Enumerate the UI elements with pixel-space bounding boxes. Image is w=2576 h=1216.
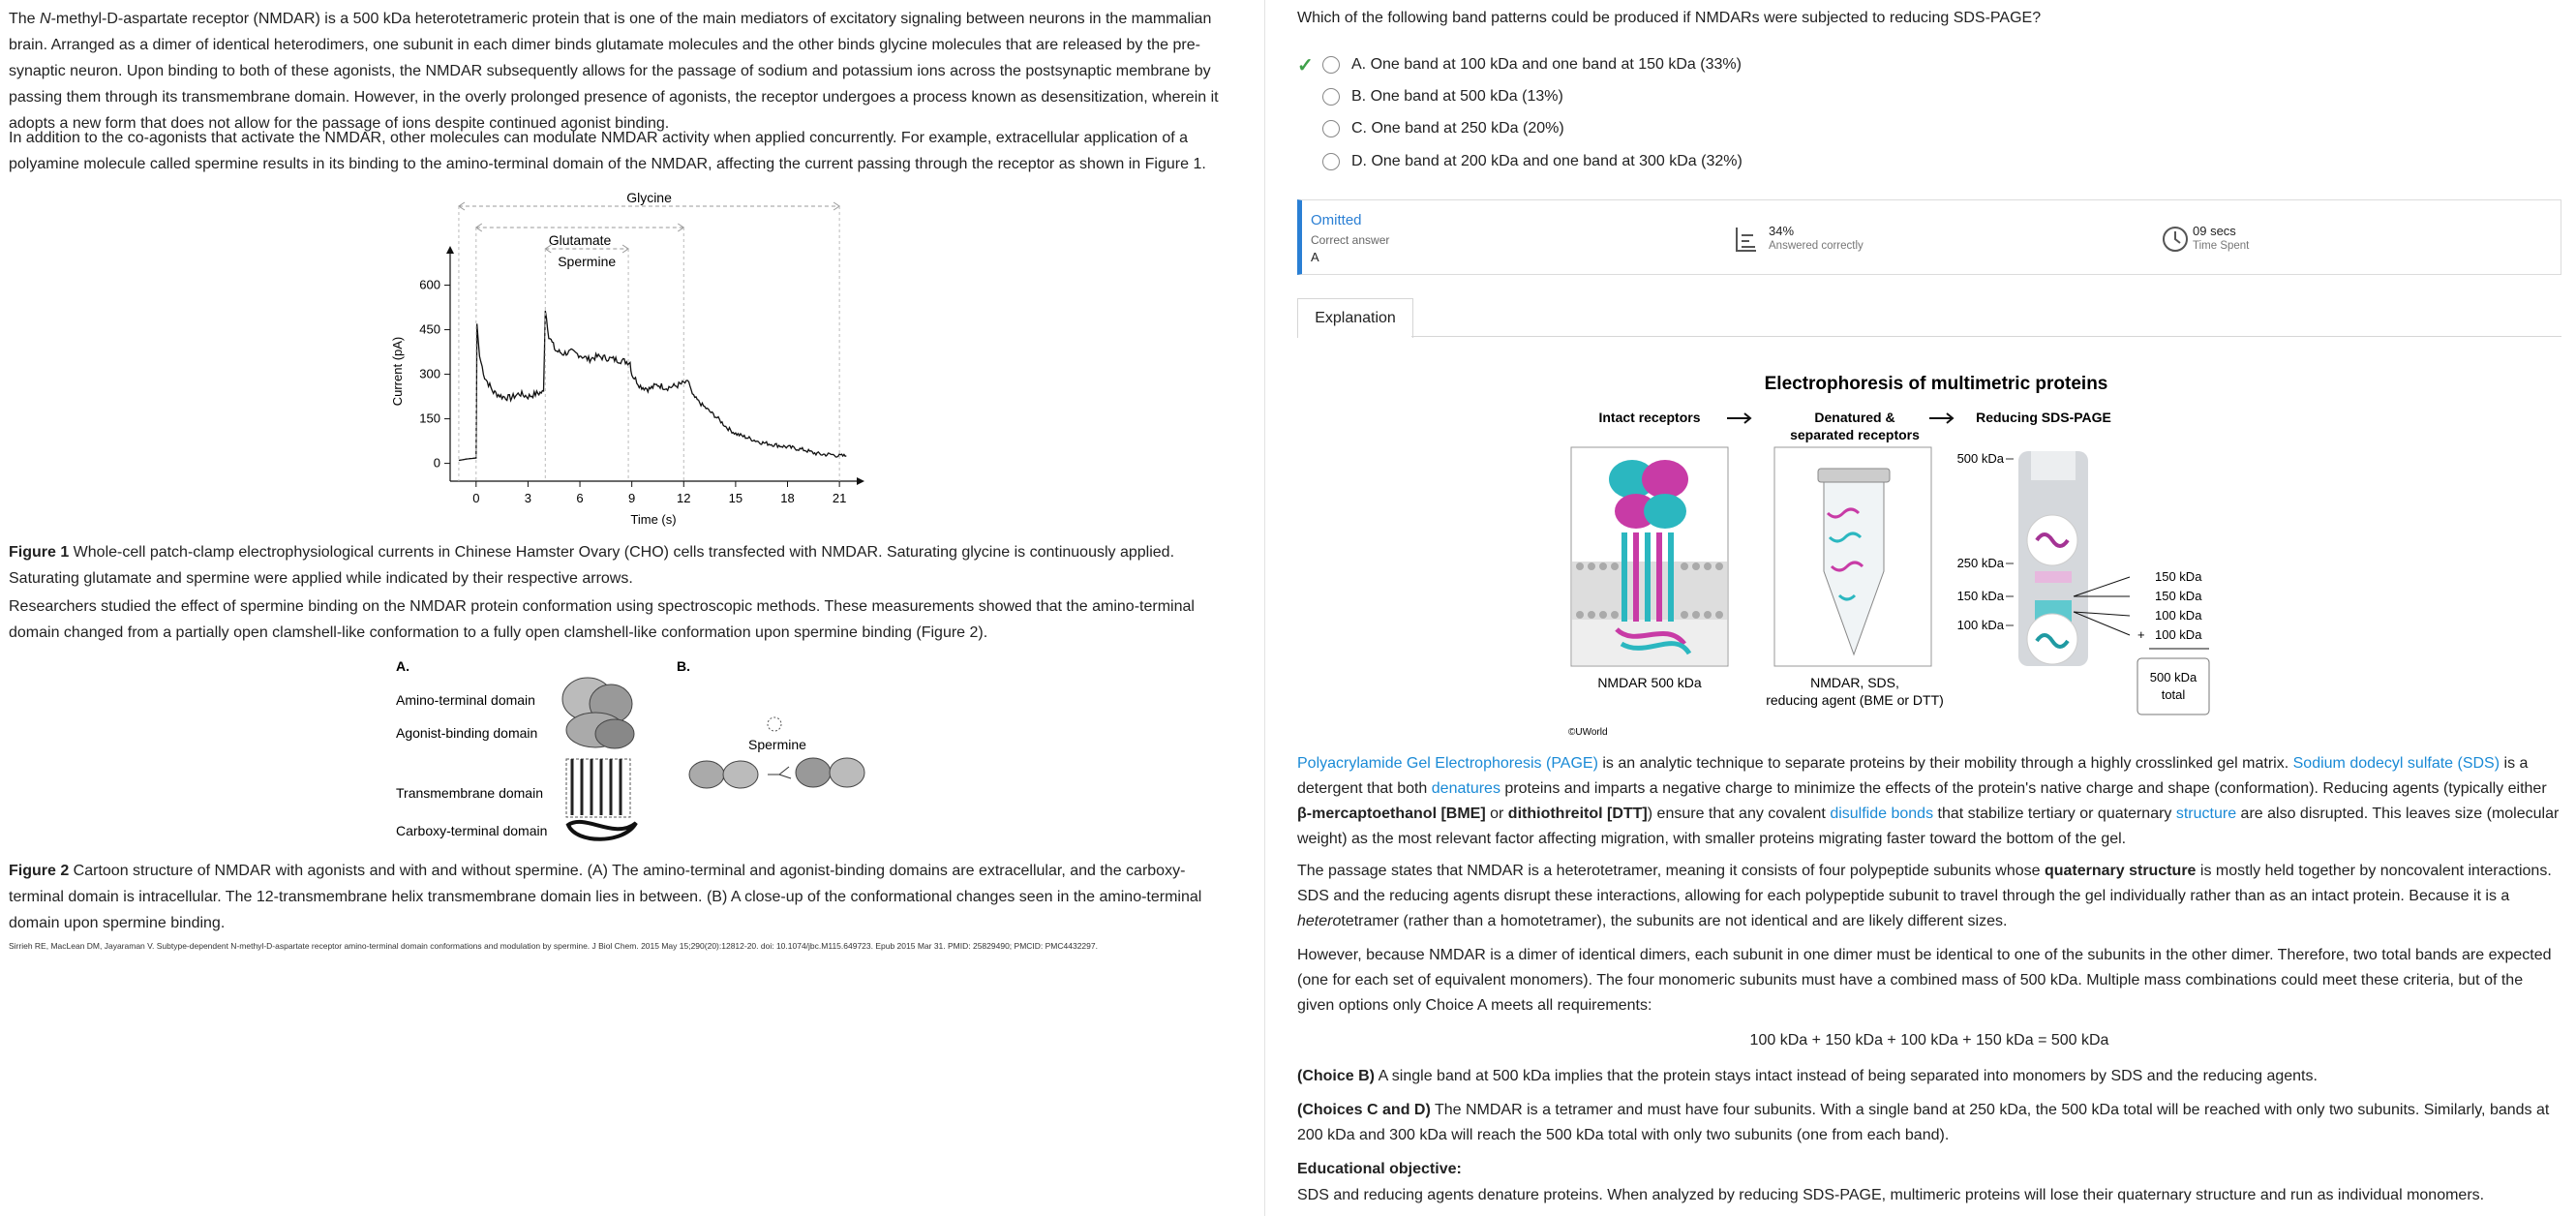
x-tick-label: 15 — [728, 491, 743, 505]
electrophoresis-figure — [1568, 368, 2304, 745]
passage-pane — [0, 0, 1263, 1216]
arrow-right-icon — [1727, 413, 1750, 423]
disulfide-link[interactable]: disulfide bonds — [1830, 806, 1934, 822]
svg-text:Intact receptors: Intact receptors — [1598, 410, 1701, 425]
y-tick-label: 150 — [419, 410, 440, 426]
tube-panel — [1774, 447, 1931, 666]
gel-panel — [2018, 451, 2088, 666]
arrow-icon — [768, 767, 791, 778]
choice-a[interactable]: ✓ A. One band at 100 kDa and one band at 150 kDa (33%) — [1297, 54, 1742, 76]
svg-text:NMDAR 500 kDa: NMDAR 500 kDa — [1597, 675, 1702, 690]
svg-text:500 kDa: 500 kDa — [2149, 670, 2197, 684]
figure-title: Electrophoresis of multimetric proteins — [1764, 374, 2108, 394]
clock-icon — [2162, 226, 2189, 253]
radio-button[interactable] — [1322, 56, 1340, 74]
svg-text:100 kDa: 100 kDa — [2155, 608, 2202, 623]
question-stem: Which of the following band patterns could be produced if NMDARs were subjected to reducing SDS-PAGE? — [1297, 10, 2042, 26]
correct-check-icon: ✓ — [1297, 54, 1314, 76]
choice-b-explanation: (Choice B) A single band at 500 kDa implies that the protein stays intact instead of being separated into monomers by SDS and the reducing agents. — [1297, 1068, 2318, 1084]
intact-receptor-panel — [1571, 447, 1728, 666]
omitted-status: Omitted — [1311, 212, 1362, 228]
denatures-link[interactable]: denatures — [1431, 780, 1500, 797]
choices-cd-explanation: (Choices C and D) The NMDAR is a tetramer and must have four subunits. With a single band at 250 kDa, the 500 kDa total will be reached with only two subunits. Similarly, bands at 200 kDa and 300 kDa will reach the 500 kDa total with only two subunits (one from each band). — [1297, 1102, 2550, 1143]
y-axis-label: Current (pA) — [390, 336, 405, 407]
figure-2-caption: Figure 2 Cartoon structure of NMDAR with agonists and with and without spermine. (A) The amino-terminal and agonist-binding domains are extracellular, and the carboxy-terminal domain is intracellular. The 12-transmembrane helix transmembrane domain lies in between. (B) A close-up of the conformational changes seen in the amino-terminal domain upon spermine binding. — [9, 863, 1202, 931]
spermine-molecule-icon — [768, 717, 781, 731]
passage-paragraph-3: Researchers studied the effect of spermine binding on the NMDAR protein conformation using spectroscopic methods. These measurements showed that the amino-terminal domain changed from a partially open clamshell-like conformation to a fully open clamshell-like conformation upon spermine binding (Figure 2). — [9, 598, 1195, 641]
svg-text:150 kDa: 150 kDa — [1956, 589, 2004, 603]
radio-button[interactable] — [1322, 120, 1340, 137]
y-tick-label: 0 — [433, 455, 440, 471]
x-tick-label: 3 — [524, 491, 532, 505]
bar-chart-icon — [1734, 226, 1757, 253]
y-tick-label: 600 — [419, 277, 440, 292]
transmembrane-label: Transmembrane domain — [396, 785, 543, 801]
x-tick-label: 21 — [832, 491, 847, 505]
svg-text:100 kDa: 100 kDa — [2155, 627, 2202, 642]
closed-clamshell-icon — [689, 761, 724, 788]
structure-link[interactable]: structure — [2175, 806, 2237, 822]
x-tick-label: 0 — [472, 491, 480, 505]
svg-text:separated receptors: separated receptors — [1790, 427, 1920, 442]
sds-link[interactable]: Sodium dodecyl sulfate (SDS) — [2292, 755, 2500, 772]
svg-text:150 kDa: 150 kDa — [2155, 569, 2202, 584]
objective-heading: Educational objective: — [1297, 1161, 1462, 1177]
amino-terminal-label: Amino-terminal domain — [396, 692, 535, 708]
copyright-mark: ©UWorld — [1568, 727, 1608, 738]
svg-text:Denatured &: Denatured & — [1814, 410, 1895, 425]
explanation-paragraph-1: Polyacrylamide Gel Electrophoresis (PAGE) is an analytic technique to separate proteins by their mobility through a highly crosslinked gel matrix. Sodium dodecyl sulfate (SDS) is a detergent that both denatures proteins and imparts a negative charge to minimize the effects of the protein's native charge and shape (conformation). Reducing agents (typically either β-mercaptoethanol [BME] or dithiothreitol [DTT]) ensure that any covalent disulfide bonds that stabilize tertiary or quaternary structure are also disrupted. This leaves size (molecular weight) as the most relevant factor affecting migration, with smaller proteins migrating faster toward the bottom of the gel. — [1297, 755, 2560, 847]
x-tick-label: 12 — [677, 491, 691, 505]
mass-equation: 100 kDa + 150 kDa + 100 kDa + 150 kDa = 500 kDa — [1749, 1032, 2109, 1049]
reference-citation: Sirrieh RE, MacLean DM, Jayaraman V. Subtype-dependent N-methyl-D-aspartate receptor amino-terminal domain conformations and modulation by spermine. J Biol Chem. 2015 May 15;290(20):12812-20. doi: 10.1074/jbc.M115.649723. Epub 2015 Mar 31. PMID: 25829490; PMCID: PMC4432297. — [9, 941, 1098, 951]
total-box — [2137, 658, 2209, 714]
question-pane — [1297, 0, 2565, 1216]
spermine-label: Spermine — [748, 737, 806, 752]
x-axis-arrow-icon — [857, 477, 864, 485]
spermine-label: Spermine — [558, 254, 617, 269]
x-axis-label: Time (s) — [630, 512, 677, 527]
answer-stats-bar: Omitted Correct answer A 34% Answered correctly 09 secs Time Spent — [1297, 199, 2561, 275]
glutamate-label: Glutamate — [548, 232, 612, 248]
nmdar-cartoon — [562, 678, 636, 839]
choice-c[interactable]: C. One band at 250 kDa (20%) — [1297, 114, 1564, 143]
agonist-binding-label: Agonist-binding domain — [396, 725, 538, 741]
tab-explanation[interactable]: Explanation — [1297, 298, 1413, 338]
svg-text:Reducing SDS-PAGE: Reducing SDS-PAGE — [1976, 410, 2111, 425]
svg-text:150 kDa: 150 kDa — [2155, 589, 2202, 603]
x-tick-label: 18 — [780, 491, 795, 505]
figure-1-chart — [382, 189, 886, 528]
svg-text:+: + — [2137, 627, 2145, 642]
open-clamshell-icon — [796, 758, 831, 787]
svg-text:reducing agent (BME or DTT): reducing agent (BME or DTT) — [1766, 692, 1944, 708]
radio-button[interactable] — [1322, 88, 1340, 106]
arrow-right-icon — [1929, 413, 1953, 423]
pane-divider[interactable] — [1264, 0, 1265, 1216]
svg-text:500 kDa: 500 kDa — [1956, 451, 2004, 466]
passage-paragraph-2: In addition to the co-agonists that activate the NMDAR, other molecules can modulate NMDAR activity when applied concurrently. For example, extracellular application of a polyamine molecule called spermine results in its binding to the amino-terminal domain of the NMDAR, affecting the current passing through the receptor as shown in Figure 1. — [9, 130, 1206, 172]
svg-text:NMDAR, SDS,: NMDAR, SDS, — [1810, 675, 1899, 690]
current-trace — [459, 311, 846, 461]
radio-button[interactable] — [1322, 153, 1340, 170]
y-axis-arrow-icon — [446, 246, 454, 254]
panel-a-label: A. — [396, 658, 409, 674]
carboxy-terminal-label: Carboxy-terminal domain — [396, 823, 548, 838]
choice-b[interactable]: B. One band at 500 kDa (13%) — [1297, 82, 1563, 111]
y-tick-label: 300 — [419, 366, 440, 381]
figure-1-caption: Figure 1 Whole-cell patch-clamp electrophysiological currents in Chinese Hamster Ovary (CHO) cells transfected with NMDAR. Saturating glycine is continuously applied. Saturating glutamate and spermine were applied while indicated by their respective arrows. — [9, 544, 1175, 587]
svg-text:250 kDa: 250 kDa — [1956, 556, 2004, 570]
figure-2-diagram — [382, 651, 886, 849]
explanation-paragraph-3: However, because NMDAR is a dimer of identical dimers, each subunit in one dimer must be identical to one of the subunits in the other dimer. Therefore, two total bands are expected (one for each set of equivalent monomers). The four monomeric subunits must have a combined mass of 500 kDa. Multiple mass combinations could meet these criteria, but of the given options only Choice A meets all requirements: — [1297, 947, 2552, 1014]
svg-text:total: total — [2161, 687, 2186, 702]
explanation-paragraph-2: The passage states that NMDAR is a heterotetramer, meaning it consists of four polypeptide subunits whose quaternary structure is mostly held together by noncovalent interactions. SDS and the reducing agents disrupt these interactions, allowing for each polypeptide subunit to travel through the gel individually rather than as an intact protein. Because it is a heterotetramer (rather than a homotetramer), the subunits are not identical and are likely different sizes. — [1297, 863, 2552, 929]
objective-text: SDS and reducing agents denature proteins. When analyzed by reducing SDS-PAGE, multimeric proteins will lose their quaternary structure and run as individual monomers. — [1297, 1187, 2485, 1203]
y-tick-label: 450 — [419, 321, 440, 337]
x-tick-label: 6 — [576, 491, 584, 505]
page-link[interactable]: Polyacrylamide Gel Electrophoresis (PAGE) — [1297, 755, 1598, 772]
x-tick-label: 9 — [628, 491, 636, 505]
passage-paragraph-1: The N-methyl-D-aspartate receptor (NMDAR) is a 500 kDa heterotetrameric protein that is one of the main mediators of excitatory signaling between neurons in the mammalian brain. Arranged as a dimer of identical heterodimers, one subunit in each dimer binds glutamate molecules and the other binds glycine molecules that are released by the pre-synaptic neuron. Upon binding to both of these agonists, the NMDAR subsequently allows for the passage of sodium and potassium ions across the postsynaptic membrane by passing them through its transmembrane domain. However, in the overly prolonged presence of agonists, the receptor undergoes a process known as desensitization, wherein it adopts a new form that does not allow for the passage of ions despite continued agonist binding. — [9, 11, 1219, 132]
correct-answer-value: A — [1311, 250, 1319, 264]
svg-text:100 kDa: 100 kDa — [1956, 618, 2004, 632]
choice-d[interactable]: D. One band at 200 kDa and one band at 300 kDa (32%) — [1297, 147, 1743, 176]
panel-b-label: B. — [677, 658, 690, 674]
glycine-label: Glycine — [626, 190, 672, 205]
